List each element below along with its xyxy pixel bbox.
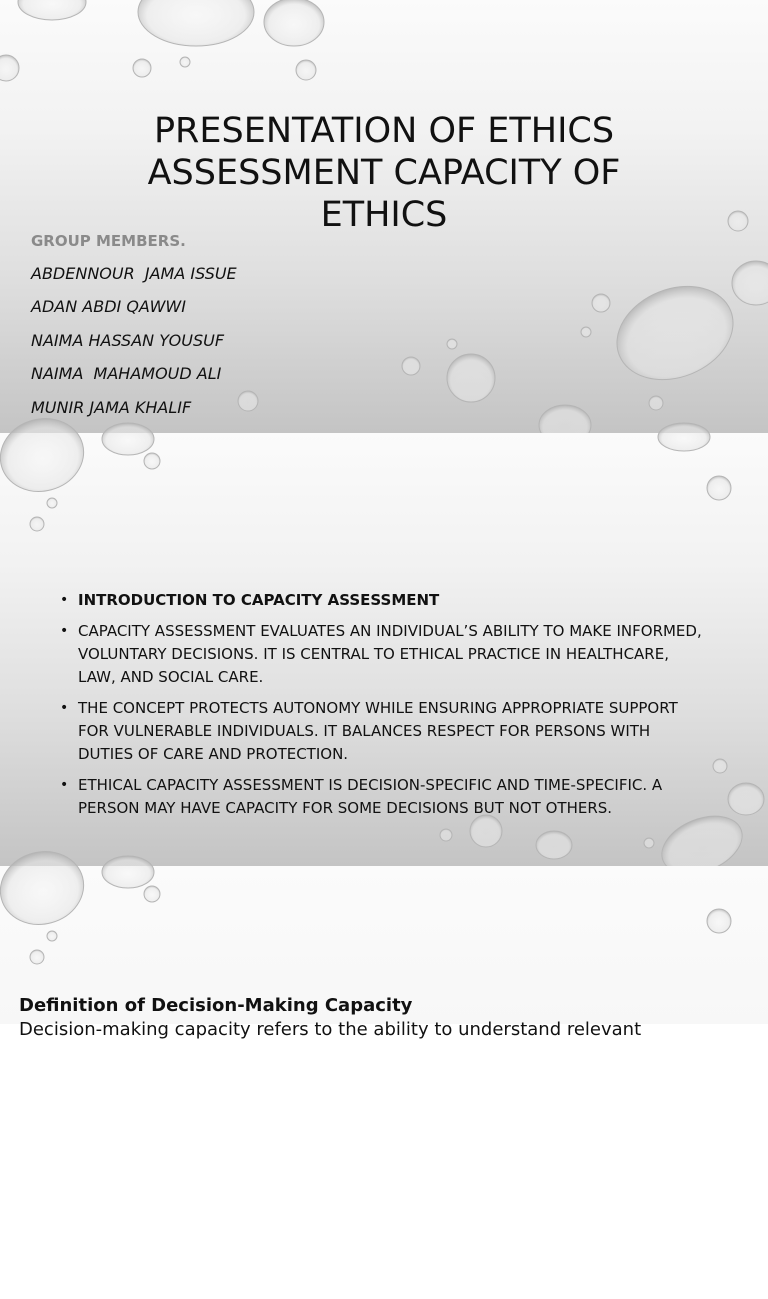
body-text-cutoff: Decision-making capacity refers to the ability to understand relevant	[19, 1019, 642, 1040]
section-heading: Definition of Decision-Making Capacity	[19, 995, 413, 1016]
bullet-text: CAPACITY ASSESSMENT EVALUATES AN INDIVIDUAL’S ABILITY TO MAKE INFORMED, VOLUNTARY DECISIONS. IT IS CENTRAL TO ETHICAL PRACTICE IN HEALTHCARE, LAW, AND SOCIAL CARE.	[78, 622, 702, 686]
bullet-marker: •	[60, 700, 69, 716]
bullet-item	[60, 620, 710, 689]
title-slide	[0, 0, 768, 433]
bullet-item	[60, 589, 710, 612]
bullet-marker: •	[60, 777, 69, 793]
member-name: NAIMA HASSAN YOUSUF	[31, 330, 225, 350]
member-name: ADAN ABDI QAWWI	[31, 297, 186, 317]
bullet-text: ETHICAL CAPACITY ASSESSMENT IS DECISION-SPECIFIC AND TIME-SPECIFIC. A PERSON MAY HAVE CAPACITY FOR SOME DECISIONS BUT NOT OTHERS.	[78, 776, 663, 817]
water-drops-decoration	[0, 866, 768, 1299]
member-name: NAIMA MAHAMOUD ALI	[31, 364, 222, 384]
intro-bullet-list	[60, 589, 710, 828]
bullet-text: THE CONCEPT PROTECTS AUTONOMY WHILE ENSURING APPROPRIATE SUPPORT FOR VULNERABLE INDIVIDUALS. IT BALANCES RESPECT FOR PERSONS WITH DUTIES OF CARE AND PROTECTION.	[78, 699, 678, 763]
definition-slide	[0, 866, 768, 1040]
bullet-item	[60, 697, 710, 766]
bullet-item	[60, 774, 710, 820]
member-name: ABDENNOUR JAMA ISSUE	[31, 264, 237, 283]
bullet-marker: •	[60, 592, 69, 608]
slide-title: PRESENTATION OF ETHICS ASSESSMENT CAPACITY OF ETHICS	[147, 111, 621, 235]
group-members-label: GROUP MEMBERS.	[31, 232, 186, 250]
bullet-marker: •	[60, 623, 69, 639]
intro-slide	[0, 433, 768, 866]
group-members-list	[31, 264, 237, 431]
bullet-text: INTRODUCTION TO CAPACITY ASSESSMENT	[78, 591, 440, 609]
member-name: MUNIR JAMA KHALIF	[31, 397, 192, 417]
